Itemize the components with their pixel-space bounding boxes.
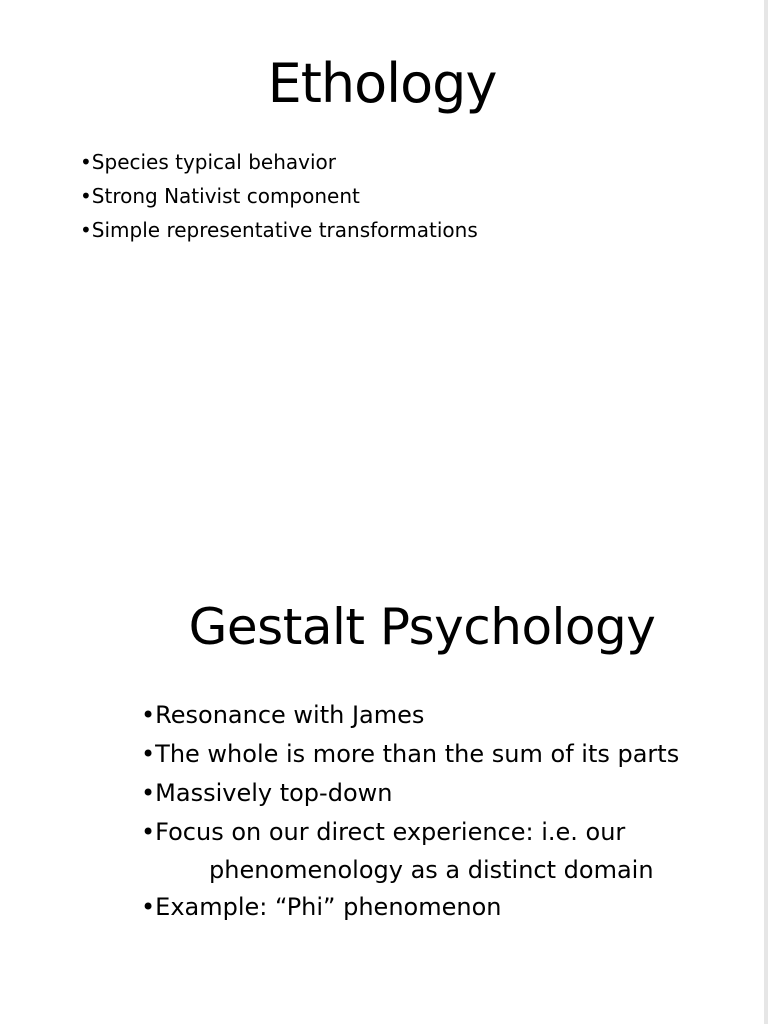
bullet-text: Massively top-down [155, 779, 393, 807]
bullet-item [80, 179, 478, 213]
bullet-list [80, 145, 478, 247]
bullet-marker: • [141, 779, 156, 807]
bullet-item [141, 888, 679, 927]
slide-gestalt-psychology [0, 512, 764, 1024]
bullet-item [80, 145, 478, 179]
bullet-text: Strong Nativist component [91, 184, 360, 208]
bullet-list [141, 696, 679, 927]
bullet-text: Resonance with James [155, 701, 425, 729]
slide-title: Ethology [267, 52, 497, 115]
bullet-marker: • [141, 701, 156, 729]
bullet-marker: • [141, 740, 156, 768]
bullet-item [141, 735, 679, 774]
bullet-text: The whole is more than the sum of its parts [155, 740, 680, 768]
bullet-marker: • [80, 150, 92, 174]
slide-title: Gestalt Psychology [188, 598, 656, 656]
bullet-marker: • [141, 893, 156, 921]
bullet-marker: • [80, 218, 92, 242]
bullet-item [80, 213, 478, 247]
bullet-text: Example: “Phi” phenomenon [155, 893, 502, 921]
page-edge-divider [764, 0, 768, 1024]
bullet-text: Focus on our direct experience: i.e. our [155, 818, 626, 846]
bullet-text: Simple representative transformations [91, 218, 478, 242]
bullet-item [141, 774, 679, 813]
bullet-text: Species typical behavior [91, 150, 337, 174]
bullet-item [141, 813, 679, 888]
bullet-marker: • [141, 818, 156, 846]
slide-ethology [0, 0, 764, 512]
bullet-marker: • [80, 184, 92, 208]
bullet-item [141, 696, 679, 735]
bullet-text-continuation: phenomenology as a distinct domain [209, 856, 654, 884]
